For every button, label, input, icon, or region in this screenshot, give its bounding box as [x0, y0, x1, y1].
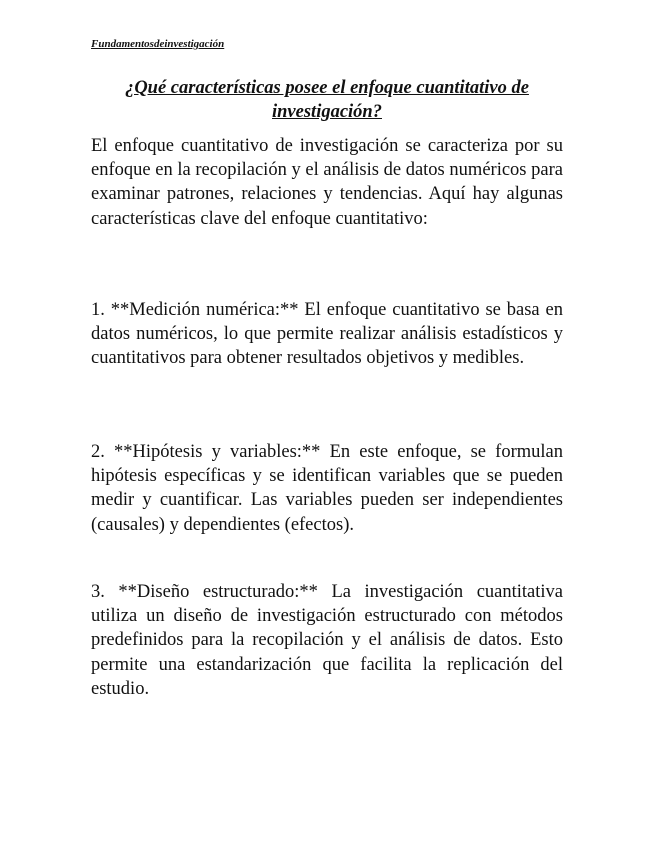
list-item-1: 1. **Medición numérica:** El enfoque cuantitativo se basa en datos numéricos, lo que permite realizar análisis estadísticos y cuantitativos para obtener resultados objetivos y medibles. [91, 300, 563, 369]
running-header: Fundamentosdeinvestigación [91, 38, 225, 50]
intro-paragraph: El enfoque cuantitativo de investigación se caracteriza por su enfoque en la recopilación y el análisis de datos numéricos para examinar patrones, relaciones y tendencias. Aquí hay algunas características clave del enfoque cuantitativo: [91, 136, 563, 229]
page-title: ¿Qué características posee el enfoque cuantitativo de investigación? [125, 78, 529, 122]
list-item-2: 2. **Hipótesis y variables:** En este enfoque, se formulan hipótesis específicas y se identifican variables que se pueden medir y cuantificar. Las variables pueden ser independientes (causales) y dependientes (efectos). [91, 442, 563, 535]
list-item-3: 3. **Diseño estructurado:** La investigación cuantitativa utiliza un diseño de investigación estructurado con métodos predefinidos para la recopilación y el análisis de datos. Esto permite una estandarización que facilita la replicación del estudio. [91, 582, 563, 699]
